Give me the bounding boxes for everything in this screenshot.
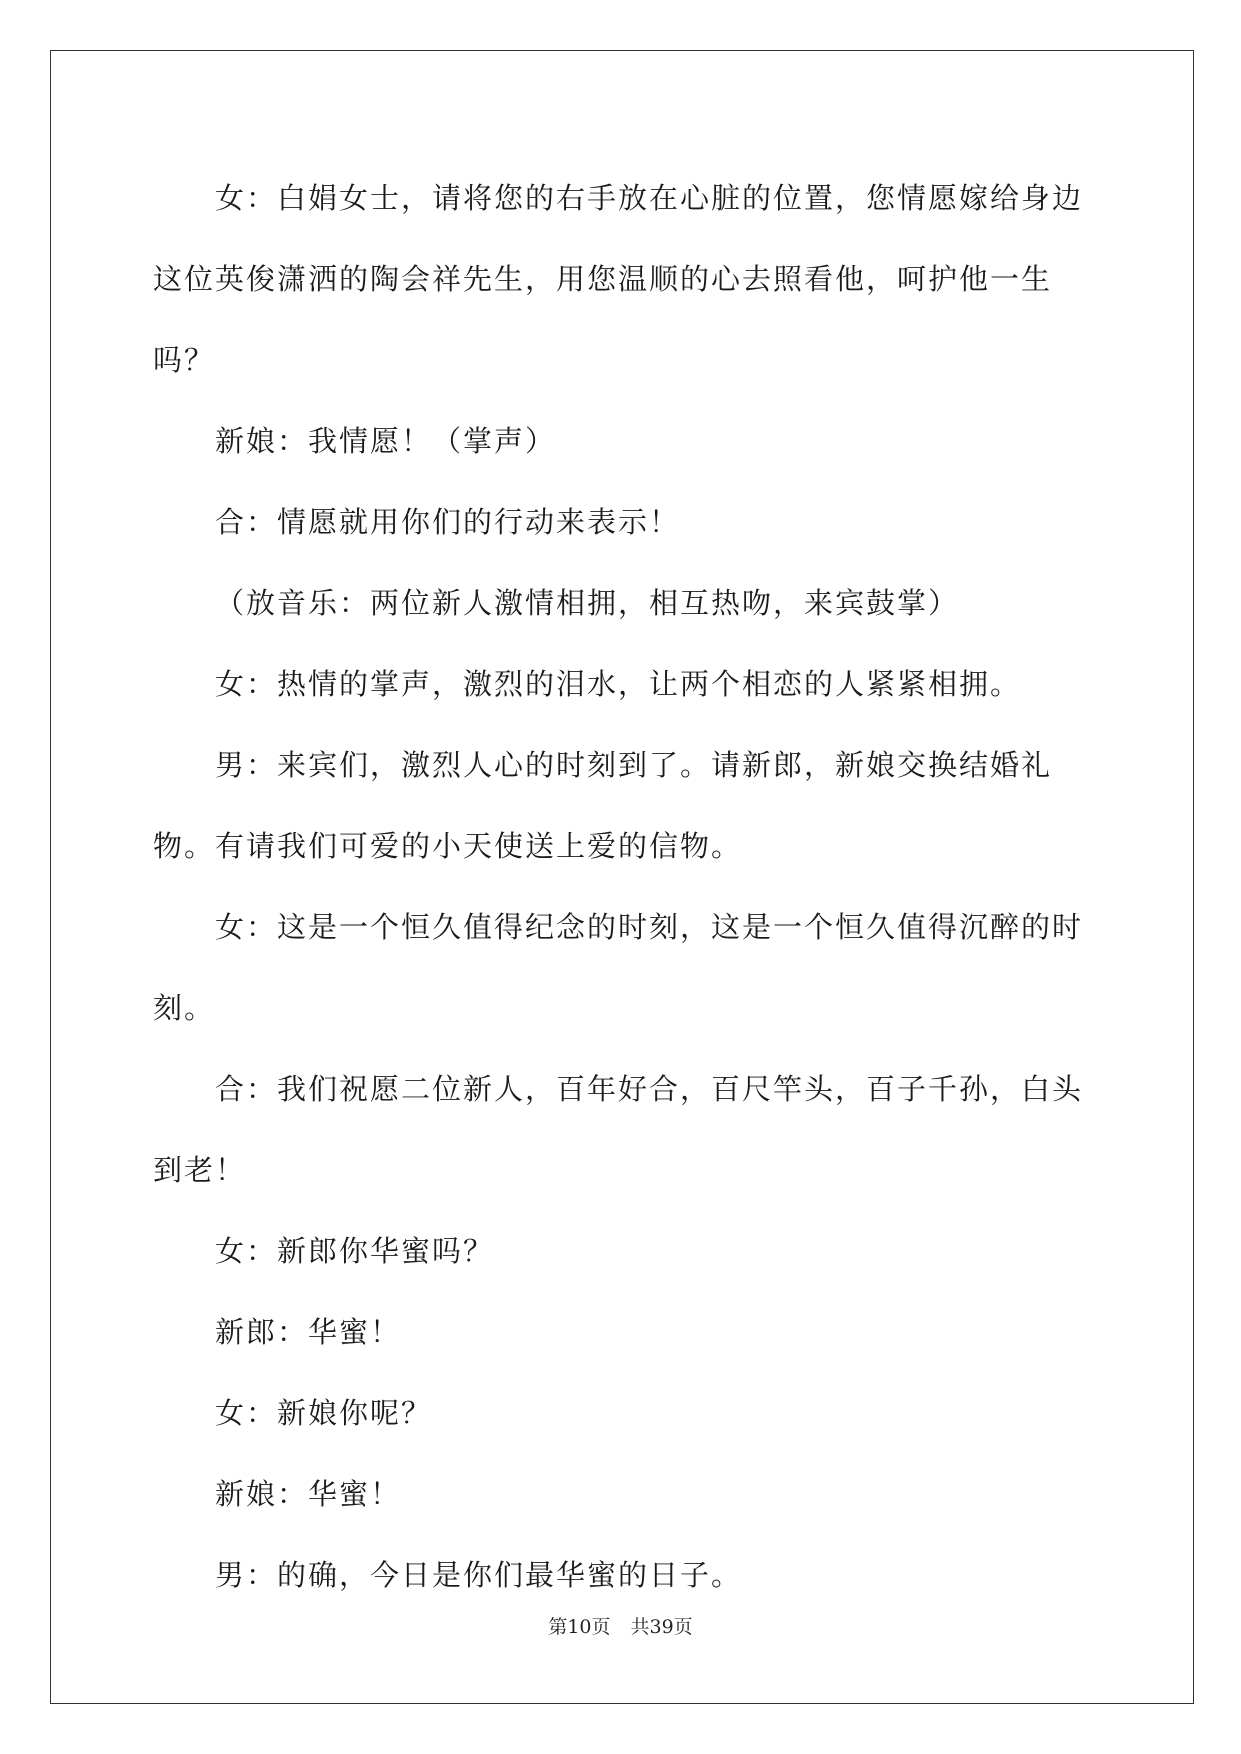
document-body [153, 158, 1093, 1616]
paragraph: 男：的确，今日是你们最华蜜的日子。 [215, 1558, 743, 1592]
paragraph: 合：我们祝愿二位新人，百年好合，百尺竿头，百子千孙，白头到老！ [153, 1072, 1084, 1187]
paragraph: 新娘：华蜜！ [215, 1477, 402, 1511]
paragraph: 新娘：我情愿！（掌声） [215, 424, 557, 458]
page-total: 共39页 [630, 1616, 693, 1638]
paragraph: 男：来宾们，激烈人心的时刻到了。请新郎，新娘交换结婚礼物。有请我们可爱的小天使送上爱的信物。 [153, 748, 1053, 863]
paragraph: （放音乐：两位新人激情相拥，相互热吻，来宾鼓掌） [215, 586, 960, 620]
paragraph: 女：新郎你华蜜吗？ [215, 1234, 495, 1268]
paragraph: 合：情愿就用你们的行动来表示！ [215, 505, 681, 539]
paragraph: 女：白娟女士，请将您的右手放在心脏的位置，您情愿嫁给身边这位英俊潇洒的陶会祥先生，用您温顺的心去照看他，呵护他一生吗？ [153, 181, 1084, 377]
paragraph: 新郎：华蜜！ [215, 1315, 402, 1349]
page-number: 第10页 [548, 1616, 611, 1638]
paragraph: 女：热情的掌声，激烈的泪水，让两个相恋的人紧紧相拥。 [215, 667, 1022, 701]
paragraph: 女：新娘你呢？ [215, 1396, 433, 1430]
paragraph: 女：这是一个恒久值得纪念的时刻，这是一个恒久值得沉醉的时刻。 [153, 910, 1084, 1025]
page-footer [0, 1612, 1241, 1639]
